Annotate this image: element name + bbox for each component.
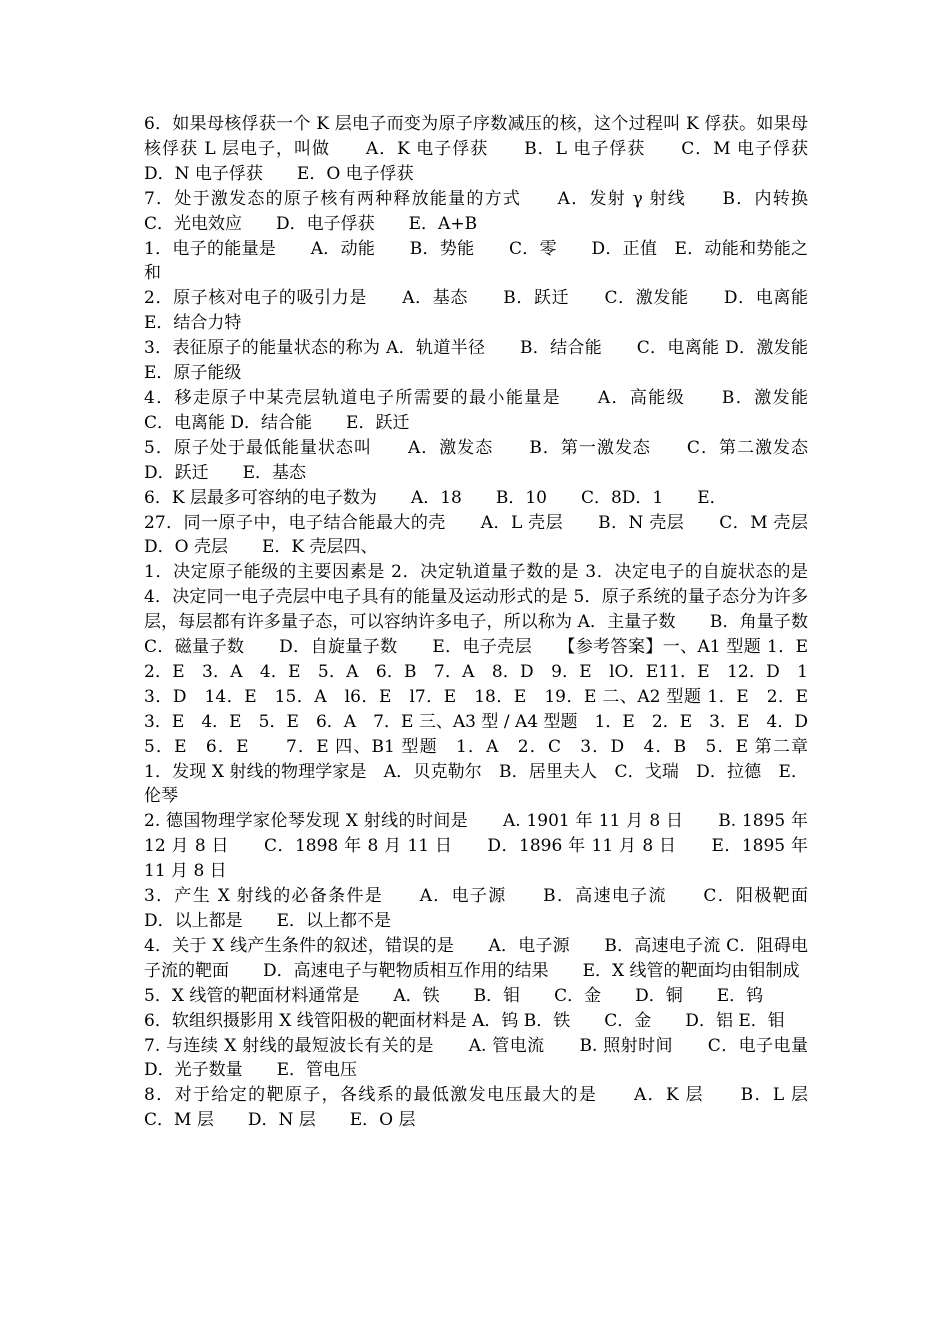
- paragraph-q3-energy-state: 3．表征原子的能量状态的称为 A．轨道半径 B．结合能 C．电离能 D．激发能 E．原子能级: [144, 338, 842, 384]
- paragraph-q6-soft-tissue-target: 6．软组织摄影用 X 线管阳极的靶面材料是 A．钨 B．铁 C．金 D．铝 E．钼: [144, 1010, 785, 1031]
- paragraph-q4-wrong-statement: 4．关于 X 线产生条件的叙述，错误的是 A．电子源 B．高速电子流 C．阻碍电子流的靶面 D．高速电子与靶物质相互作用的结果 E．X 线管的靶面均由钼制成: [144, 935, 808, 981]
- paragraph-q5-lowest-state: 5．原子处于最低能量状态叫 A．激发态 B．第一激发态 C．第二激发态 D．跃迁 E．基态: [144, 437, 842, 483]
- document-page: [144, 112, 842, 1133]
- paragraph-q7-shortest-wavelength: 7. 与连续 X 射线的最短波长有关的是 A. 管电流 B. 照射时间 C．电子电量 D．光子数量 E．管电压: [144, 1035, 842, 1081]
- paragraph-q2-nuclear-attraction: 2．原子核对电子的吸引力是 A．基态 B．跃迁 C．激发能 D．电离能 E．结合力特: [144, 288, 808, 334]
- paragraph-q6-k-capture: 6．如果母核俘获一个 K 层电子而变为原子序数减压的核，这个过程叫 K 俘获。如果母核俘获 L 层电子，叫做 A．K 电子俘获 B．L 电子俘获 C．M 电子俘获 D．N 电子俘获 E．O 电子俘获: [144, 114, 842, 184]
- paragraph-q5-target-material: 5．X 线管的靶面材料通常是 A．铁 B．钼 C．金 D．铜 E．钨: [144, 985, 764, 1006]
- paragraph-q6-k-shell-capacity: 6．K 层最多可容纳的电子数为 A．18 B．10 C．8D．1 E．: [144, 487, 727, 508]
- paragraph-q8-excitation-voltage: 8．对于给定的靶原子，各线系的最低激发电压最大的是 A．K 层 B．L 层 C．M 层 D．N 层 E．O 层: [144, 1085, 842, 1131]
- paragraph-q2-roentgen-date: 2. 德国物理学家伦琴发现 X 射线的时间是 A. 1901 年 11 月 8 日 B. 1895 年 12 月 8 日 C．1898 年 8 月 11 日 D．1896 年 11 月 8 日 E．1895 年 11 月 8 日: [144, 811, 808, 882]
- paragraph-q1-electron-energy: 1．电子的能量是 A．动能 B．势能 C．零 D．正值 E．动能和势能之和: [144, 238, 808, 284]
- paragraph-q7-excited-nucleus: 7．处于激发态的原子核有两种释放能量的方式 A．发射 γ 射线 B．内转换 C．光电效应 D．电子俘获 E．A+B: [144, 188, 842, 234]
- paragraph-q27-binding-energy: 27．同一原子中，电子结合能最大的壳 A．L 壳层 B．N 壳层 C．M 壳层 D．O 壳层 E．K 壳层四、: [144, 512, 842, 558]
- paragraph-q4-min-energy: 4．移走原子中某壳层轨道电子所需要的最小能量是 A．高能级 B．激发能 C．电离能 D．结合能 E．跃迁: [144, 387, 842, 433]
- paragraph-b1-and-answers: 1．决定原子能级的主要因素是 2．决定轨道量子数的是 3．决定电子的自旋状态的是 4．决定同一电子壳层中电子具有的能量及运动形式的是 5．原子系统的量子态分为许多层，每层都有许多量子态，可以容纳许多电子，所以称为 A．主量子数 B．角量子数 C．磁量子数 D．自旋量子数 E．电子壳层 【参考答案】一、A1 型题 1．E 2．E 3．A 4．E 5．A 6．B 7．A 8．D 9．E lO．E11．E 12．D 13．D 14．E 15．A l6．E l7．E 18．E 19．E 二、A2 型题 1．E 2．E 3．E 4．E 5．E 6．A 7．E 三、A3 型 / A4 型题 1．E 2．E 3．E 4．D 5．E 6．E 7．E 四、B1 型题 1．A 2．C 3．D 4．B 5．E 第二章 1．发现 X 射线的物理学家是 A．贝克勒尔 B．居里夫人 C．戈瑞 D．拉德 E．伦琴: [144, 562, 842, 807]
- paragraph-q3-xray-conditions: 3．产生 X 射线的必备条件是 A．电子源 B．高速电子流 C．阳极靶面 D．以上都是 E．以上都不是: [144, 886, 842, 931]
